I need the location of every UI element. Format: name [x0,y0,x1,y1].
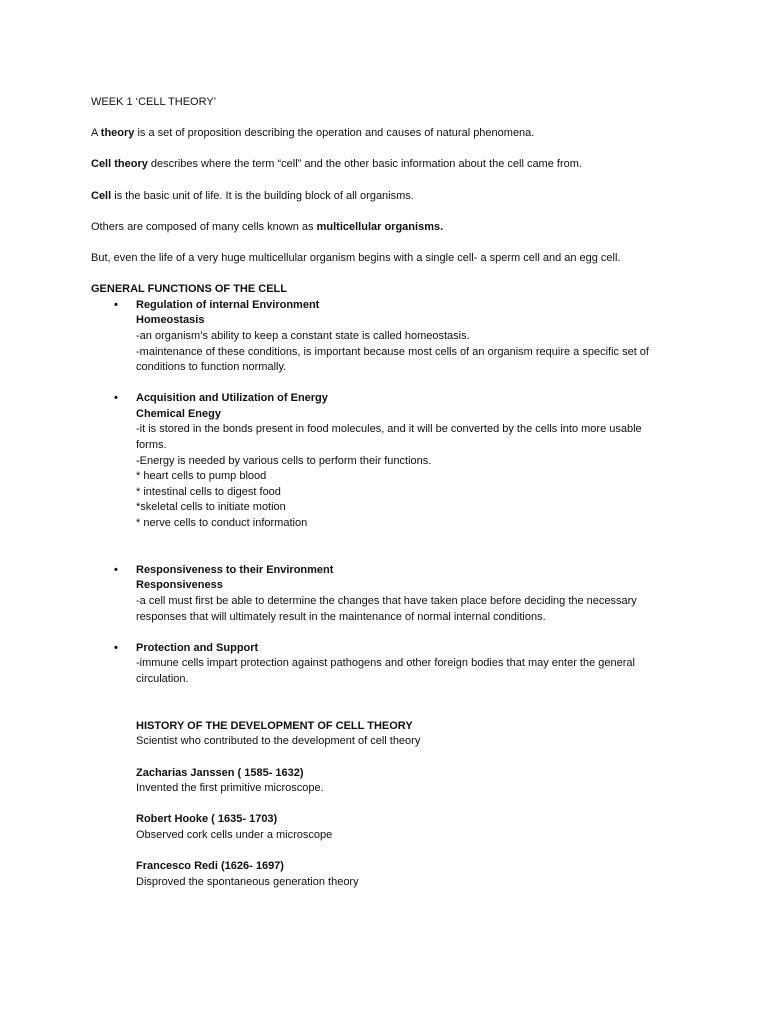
function-line: -a cell must first be able to determine the changes that have taken place before deciding the necessary [136,595,637,607]
function-line: circulation. [136,672,189,685]
function-subheading: Homeostasis [136,314,205,327]
bullet-icon: • [114,298,118,311]
function-line: -an organism’s ability to keep a constant state is called homeostasis. [136,329,470,342]
cell-definition [91,189,691,205]
bullet-icon: • [114,641,118,654]
function-heading: Responsiveness to their Environment [136,563,334,576]
function-line: -it is stored in the bonds present in food molecules, and it will be converted by the cells into more usable [136,423,642,436]
function-line: forms. [136,439,167,452]
bullet-icon: • [114,563,118,576]
function-line: -maintenance of these conditions, is important because most cells of an organism require a specific set of [136,345,649,358]
text-span: Others are composed of many cells known as [91,220,317,233]
scientist-description: Disproved the spontaneous generation theory [136,875,359,888]
theory-definition [91,126,691,142]
text-span: describes where the term “cell” and the other basic information about the cell came from. [147,158,582,171]
scientist-name: Francesco Redi (1626- 1697) [136,860,284,873]
function-subheading: Chemical Enegy [136,407,221,420]
week-title: WEEK 1 ‘CELL THEORY’ [91,96,217,108]
cell-theory-definition [91,157,691,173]
function-line: * nerve cells to conduct information [136,517,308,530]
function-subheading: Responsiveness [136,579,223,592]
function-line: -Energy is needed by various cells to perform their functions. [136,454,432,467]
text-span: A [91,127,101,140]
single-cell-paragraph: But, even the life of a very huge multicellular organism begins with a single cell- a sperm cell and an egg cell. [91,251,621,264]
function-line: responses that will ultimately result in the maintenance of normal internal conditions. [136,610,546,623]
term-multicellular: multicellular organisms. [316,220,444,233]
text-span: is the basic unit of life. It is the building block of all organisms. [111,189,414,202]
function-heading: Protection and Support [136,641,259,654]
bullet-icon: • [114,392,118,405]
history-intro: Scientist who contributed to the development of cell theory [136,735,421,748]
document-page [91,95,691,890]
function-item [91,563,691,625]
function-line: conditions to function normally. [136,361,287,374]
functions-heading: GENERAL FUNCTIONS OF THE CELL [91,283,287,296]
function-item [91,391,691,531]
function-line: * intestinal cells to digest food [136,485,281,498]
history-section [91,719,691,891]
scientist-description: Observed cork cells under a microscope [136,828,333,841]
scientist-name: Robert Hooke ( 1635- 1703) [136,813,278,826]
term-cell-theory: Cell theory [91,158,148,171]
function-line: *skeletal cells to initiate motion [136,501,286,514]
history-heading: HISTORY OF THE DEVELOPMENT OF CELL THEORY [136,719,413,732]
text-span: is a set of proposition describing the operation and causes of natural phenomena. [134,127,535,140]
scientist-description: Invented the first primitive microscope. [136,782,324,795]
function-item [91,298,691,376]
function-line: -immune cells impart protection against pathogens and other foreign bodies that may enter the general [136,657,635,670]
term-theory: theory [100,127,135,140]
function-heading: Acquisition and Utilization of Energy [136,392,328,405]
scientist-name: Zacharias Janssen ( 1585- 1632) [136,766,304,779]
multicellular-paragraph [91,220,691,236]
term-cell: Cell [91,189,112,202]
function-heading: Regulation of internal Environment [136,298,320,311]
function-line: * heart cells to pump blood [136,470,267,483]
function-item [91,641,691,688]
